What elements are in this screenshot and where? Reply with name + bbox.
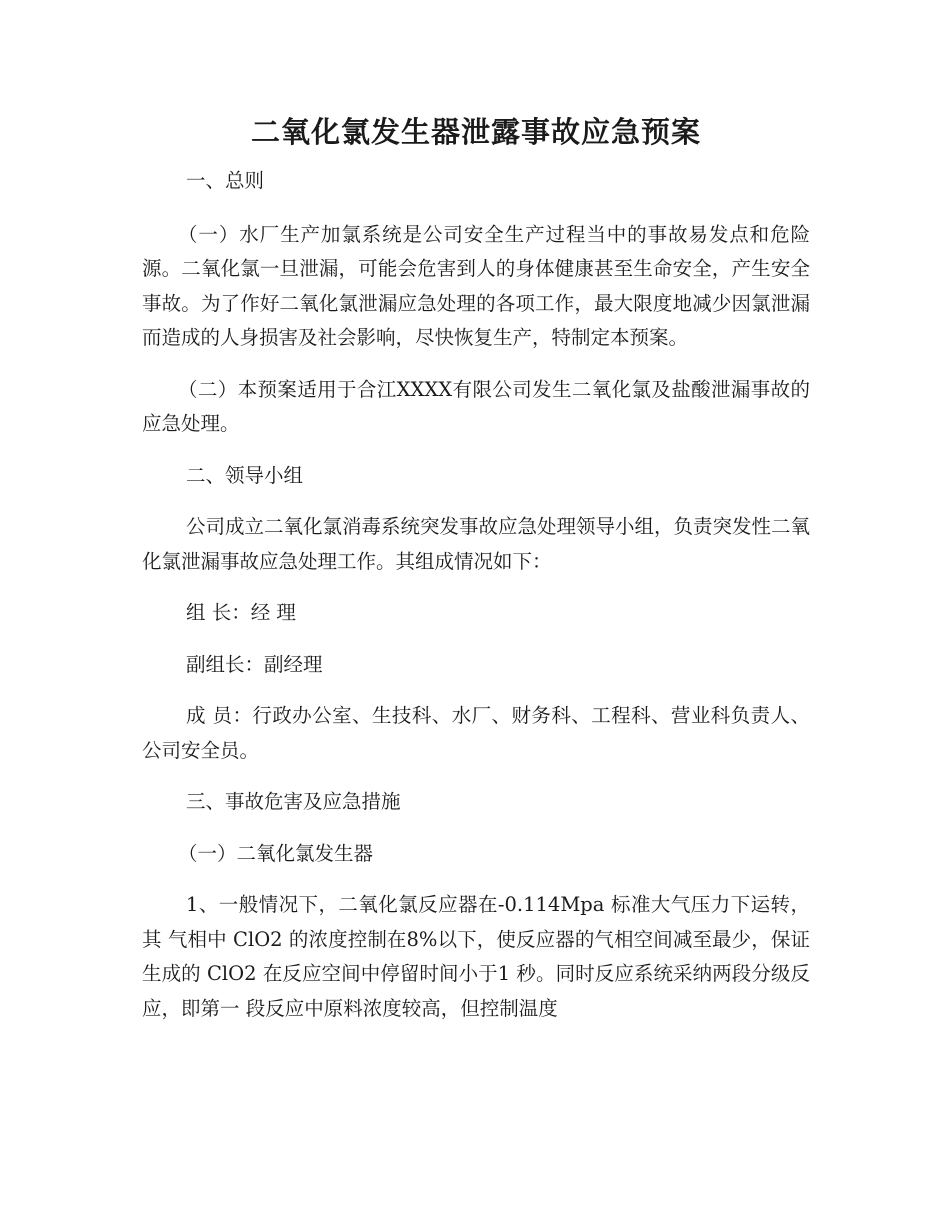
deputy-leader-line: 副组长：副经理 [186, 652, 323, 676]
section-2-paragraph: 公司成立二氧化氯消毒系统突发事故应急处理领导小组，负责突发性二氧化氯泄漏事故应急处理工作。其组成情况如下： [142, 515, 811, 573]
section-2-heading: 二、领导小组 [186, 463, 304, 487]
section-3-subheading: （一）二氧化氯发生器 [178, 841, 374, 865]
section-1-paragraph-1: （一）水厂生产加氯系统是公司安全生产过程当中的事故易发点和危险源。二氧化氯一旦泄漏，可能会危害到人的身体健康甚至生命安全，产生安全事故。为了作好二氧化氯泄漏应急处理的各项工作，最大限度地减少因氯泄漏而造成的人身损害及社会影响，尽快恢复生产，特制定本预案。 [142, 222, 810, 349]
section-1-heading: 一、总则 [186, 169, 265, 192]
leader-line: 组 长：经 理 [186, 601, 296, 624]
members-line: 成 员：行政办公室、生技科、水厂、财务科、工程科、营业科负责人、公司安全员。 [142, 704, 810, 762]
document-title: 二氧化氯发生器泄露事故应急预案 [250, 115, 701, 149]
section-1-paragraph-2: （二）本预案适用于合江XXXX有限公司发生二氧化氯及盐酸泄漏事故的应急处理。 [142, 377, 810, 435]
section-3-heading: 三、事故危害及应急措施 [186, 790, 401, 813]
section-3-paragraph-1: 1、一般情况下，二氧化氯反应器在-0.114Mpa 标准大气压力下运转，其 气相中 ClO2 的浓度控制在8%以下，使反应器的气相空间减至最少，保证生成的 ClO2 在反应空间中停留时间小于1 秒。同时反应系统采纳两段分级反应，即第一 段反应中原料浓度较高，但控制温度 [142, 893, 810, 1020]
document-page [142, 108, 810, 1026]
